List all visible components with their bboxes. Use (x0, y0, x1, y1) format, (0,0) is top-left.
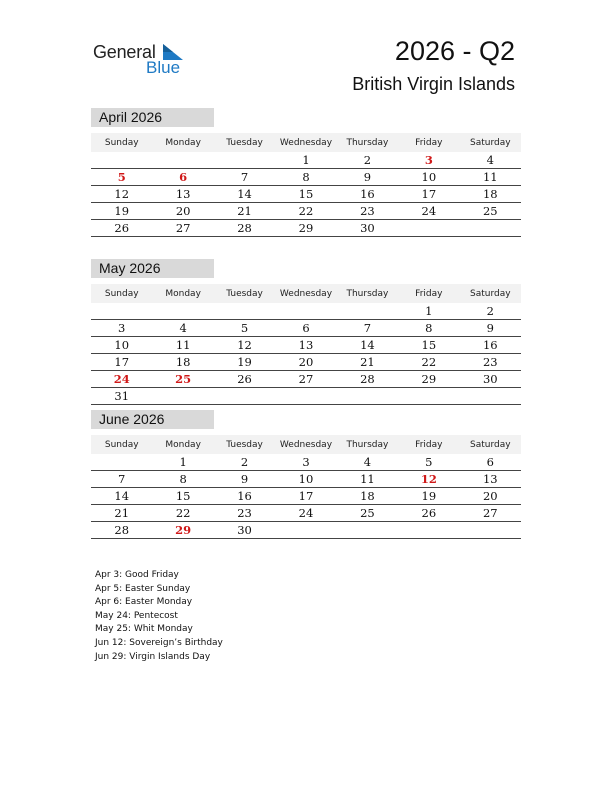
day-cell: 7 (91, 471, 152, 488)
day-cell: 28 (91, 522, 152, 539)
week-row (91, 354, 521, 371)
day-cell: 5 (91, 169, 152, 186)
week-row (91, 186, 521, 203)
empty-day-cell (91, 303, 152, 320)
day-cell: 23 (337, 203, 398, 220)
day-cell: 22 (152, 505, 213, 522)
month-may (91, 259, 521, 405)
holiday-note: Jun 29: Virgin Islands Day (95, 651, 211, 662)
weekday-header: Saturday (460, 435, 521, 454)
holiday-note: Apr 6: Easter Monday (95, 597, 193, 608)
day-cell: 11 (460, 169, 521, 186)
week-row (91, 337, 521, 354)
day-cell: 19 (91, 203, 152, 220)
day-cell: 25 (460, 203, 521, 220)
week-row (91, 152, 521, 169)
week-row (91, 454, 521, 471)
day-cell: 23 (214, 505, 275, 522)
logo-word-blue: Blue (146, 58, 181, 77)
day-cell: 7 (337, 320, 398, 337)
weekday-header: Saturday (460, 133, 521, 152)
day-cell: 12 (398, 471, 459, 488)
week-row (91, 371, 521, 388)
day-cell: 6 (275, 320, 336, 337)
day-cell: 16 (337, 186, 398, 203)
holiday-note: Jun 12: Sovereign’s Birthday (95, 637, 223, 648)
day-cell: 24 (91, 371, 152, 388)
holiday-note: Apr 5: Easter Sunday (95, 583, 191, 594)
holiday-list (95, 569, 223, 664)
month-title: May 2026 (91, 259, 214, 278)
day-cell: 1 (275, 152, 336, 169)
weekday-header: Friday (398, 133, 459, 152)
week-row (91, 303, 521, 320)
day-cell: 2 (214, 454, 275, 471)
day-cell: 18 (152, 354, 213, 371)
weekday-header-row (91, 133, 521, 152)
day-cell: 27 (460, 505, 521, 522)
weekday-header: Wednesday (275, 284, 336, 303)
day-cell: 9 (214, 471, 275, 488)
day-cell: 3 (398, 152, 459, 169)
day-cell: 8 (152, 471, 213, 488)
day-cell: 4 (152, 320, 213, 337)
day-cell: 20 (275, 354, 336, 371)
week-row (91, 320, 521, 337)
weekday-header: Saturday (460, 284, 521, 303)
day-cell: 3 (91, 320, 152, 337)
day-cell: 13 (460, 471, 521, 488)
empty-day-cell (91, 454, 152, 471)
day-cell: 18 (337, 488, 398, 505)
day-cell: 21 (91, 505, 152, 522)
day-cell: 11 (152, 337, 213, 354)
day-cell: 23 (460, 354, 521, 371)
day-cell: 29 (275, 220, 336, 237)
empty-day-cell (337, 303, 398, 320)
empty-day-cell (398, 220, 459, 237)
day-cell: 27 (152, 220, 213, 237)
day-cell: 2 (337, 152, 398, 169)
day-cell: 27 (275, 371, 336, 388)
weekday-header: Sunday (91, 133, 152, 152)
weekday-header: Tuesday (214, 284, 275, 303)
day-cell: 26 (398, 505, 459, 522)
week-row (91, 471, 521, 488)
country-name: British Virgin Islands (352, 74, 515, 94)
empty-day-cell (275, 522, 336, 539)
weekday-header: Friday (398, 284, 459, 303)
weekday-header: Wednesday (275, 435, 336, 454)
empty-day-cell (275, 388, 336, 405)
day-cell: 7 (214, 169, 275, 186)
day-cell: 24 (275, 505, 336, 522)
week-row (91, 220, 521, 237)
day-cell: 6 (152, 169, 213, 186)
day-cell: 14 (337, 337, 398, 354)
weekday-header: Tuesday (214, 133, 275, 152)
weekday-header-row (91, 435, 521, 454)
day-cell: 24 (398, 203, 459, 220)
week-row (91, 522, 521, 539)
day-cell: 22 (398, 354, 459, 371)
day-cell: 21 (214, 203, 275, 220)
week-row (91, 169, 521, 186)
week-row (91, 488, 521, 505)
weekday-header: Friday (398, 435, 459, 454)
empty-day-cell (337, 522, 398, 539)
logo (93, 40, 193, 78)
day-cell: 6 (460, 454, 521, 471)
day-cell: 10 (275, 471, 336, 488)
logo-word-general: General (93, 42, 156, 62)
day-cell: 15 (398, 337, 459, 354)
calendar-table (91, 435, 521, 539)
empty-day-cell (398, 388, 459, 405)
day-cell: 25 (337, 505, 398, 522)
holiday-note: May 25: Whit Monday (95, 624, 193, 635)
empty-day-cell (214, 303, 275, 320)
day-cell: 30 (337, 220, 398, 237)
day-cell: 28 (337, 371, 398, 388)
holiday-note: May 24: Pentecost (95, 610, 178, 621)
empty-day-cell (152, 152, 213, 169)
calendar-table (91, 133, 521, 237)
weekday-header: Monday (152, 133, 213, 152)
weekday-header: Thursday (337, 133, 398, 152)
day-cell: 15 (275, 186, 336, 203)
day-cell: 14 (214, 186, 275, 203)
day-cell: 25 (152, 371, 213, 388)
day-cell: 22 (275, 203, 336, 220)
weekday-header: Thursday (337, 435, 398, 454)
empty-day-cell (214, 152, 275, 169)
day-cell: 11 (337, 471, 398, 488)
day-cell: 31 (91, 388, 152, 405)
day-cell: 4 (337, 454, 398, 471)
week-row (91, 505, 521, 522)
day-cell: 3 (275, 454, 336, 471)
month-title: June 2026 (91, 410, 214, 429)
day-cell: 13 (275, 337, 336, 354)
empty-day-cell (152, 388, 213, 405)
holiday-note: Apr 3: Good Friday (95, 570, 179, 580)
weekday-header: Monday (152, 284, 213, 303)
weekday-header: Tuesday (214, 435, 275, 454)
day-cell: 17 (91, 354, 152, 371)
day-cell: 1 (398, 303, 459, 320)
day-cell: 8 (398, 320, 459, 337)
empty-day-cell (91, 152, 152, 169)
day-cell: 29 (398, 371, 459, 388)
weekday-header: Sunday (91, 435, 152, 454)
day-cell: 1 (152, 454, 213, 471)
day-cell: 30 (214, 522, 275, 539)
day-cell: 19 (398, 488, 459, 505)
empty-day-cell (460, 388, 521, 405)
month-june (91, 410, 521, 539)
day-cell: 2 (460, 303, 521, 320)
calendar-table (91, 284, 521, 405)
day-cell: 10 (398, 169, 459, 186)
day-cell: 4 (460, 152, 521, 169)
weekday-header: Wednesday (275, 133, 336, 152)
day-cell: 9 (460, 320, 521, 337)
day-cell: 5 (214, 320, 275, 337)
empty-day-cell (398, 522, 459, 539)
month-title: April 2026 (91, 108, 214, 127)
day-cell: 26 (214, 371, 275, 388)
day-cell: 30 (460, 371, 521, 388)
day-cell: 28 (214, 220, 275, 237)
weekday-header: Monday (152, 435, 213, 454)
day-cell: 5 (398, 454, 459, 471)
empty-day-cell (337, 388, 398, 405)
day-cell: 12 (91, 186, 152, 203)
empty-day-cell (214, 388, 275, 405)
day-cell: 18 (460, 186, 521, 203)
month-april (91, 108, 521, 237)
day-cell: 17 (275, 488, 336, 505)
day-cell: 17 (398, 186, 459, 203)
weekday-header: Sunday (91, 284, 152, 303)
day-cell: 29 (152, 522, 213, 539)
day-cell: 13 (152, 186, 213, 203)
weekday-header: Thursday (337, 284, 398, 303)
day-cell: 16 (460, 337, 521, 354)
day-cell: 12 (214, 337, 275, 354)
week-row (91, 388, 521, 405)
empty-day-cell (460, 220, 521, 237)
page-title: 2026 - Q2 (394, 36, 515, 66)
weekday-header-row (91, 284, 521, 303)
day-cell: 20 (152, 203, 213, 220)
day-cell: 21 (337, 354, 398, 371)
day-cell: 16 (214, 488, 275, 505)
day-cell: 9 (337, 169, 398, 186)
day-cell: 8 (275, 169, 336, 186)
day-cell: 19 (214, 354, 275, 371)
day-cell: 26 (91, 220, 152, 237)
empty-day-cell (460, 522, 521, 539)
empty-day-cell (275, 303, 336, 320)
day-cell: 10 (91, 337, 152, 354)
day-cell: 14 (91, 488, 152, 505)
day-cell: 20 (460, 488, 521, 505)
day-cell: 15 (152, 488, 213, 505)
week-row (91, 203, 521, 220)
empty-day-cell (152, 303, 213, 320)
